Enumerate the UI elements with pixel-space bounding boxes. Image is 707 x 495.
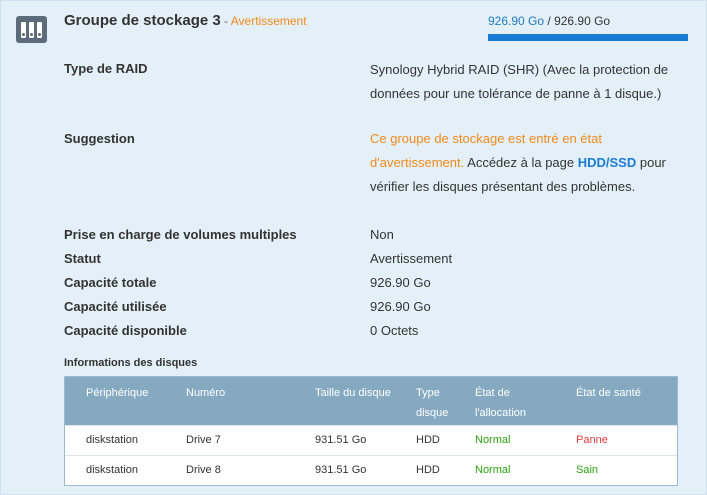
cell-type: HDD — [416, 464, 440, 476]
column-header-type[interactable]: Type disque — [416, 387, 449, 419]
disk-table-header — [65, 377, 677, 425]
detail-value: Synology Hybrid RAID (SHR) (Avec la protection de données pour une tolérance de panne à 1 disque.) — [370, 62, 669, 101]
disk-table — [64, 376, 678, 486]
cell-health: Sain — [576, 464, 599, 476]
column-header-health[interactable]: État de santé — [576, 387, 641, 399]
detail-label: Capacité disponible — [64, 323, 187, 338]
pool-name: Groupe de stockage 3 — [64, 12, 221, 29]
detail-label: Type de RAID — [64, 61, 148, 76]
suggestion-warning-text: Ce groupe de stockage est entré en état d'avertissement. — [370, 131, 602, 170]
column-header-device[interactable]: Périphérique — [86, 387, 149, 399]
cell-device: diskstation — [86, 434, 138, 446]
pool-status-warning: Avertissement — [230, 14, 307, 28]
cell-size: 931.51 Go — [315, 434, 367, 446]
column-header-allocation[interactable]: État de l'allocation — [475, 387, 527, 419]
detail-value: 926.90 Go — [370, 299, 431, 314]
cell-device: diskstation — [86, 464, 138, 476]
suggestion-value — [370, 127, 685, 199]
cell-number: Drive 7 — [186, 434, 221, 446]
detail-label: Capacité totale — [64, 275, 157, 290]
detail-label: Statut — [64, 251, 101, 266]
table-row[interactable] — [65, 425, 677, 455]
suggestion-text: Accédez à la page — [464, 155, 578, 170]
cell-allocation: Normal — [475, 464, 511, 476]
status-value: Avertissement — [370, 251, 453, 266]
column-header-size[interactable]: Taille du disque — [315, 387, 391, 399]
suggestion-text-end: pour vérifier les disques présentant des problèmes. — [370, 155, 666, 194]
detail-label: Prise en charge de volumes multiples — [64, 227, 297, 242]
table-row[interactable] — [65, 455, 677, 485]
detail-label: Suggestion — [64, 131, 135, 146]
pool-title — [64, 12, 307, 29]
usage-readout — [488, 14, 610, 28]
usage-separator: / — [544, 14, 555, 28]
title-separator: - — [220, 14, 231, 28]
cell-allocation: Normal — [475, 434, 511, 446]
usage-total: 926.90 Go — [554, 14, 611, 28]
hdd-ssd-link[interactable]: HDD/SSD — [577, 155, 637, 170]
usage-progress-fill — [488, 34, 688, 41]
detail-value: 0 Octets — [370, 323, 419, 338]
column-header-number[interactable]: Numéro — [186, 387, 226, 399]
disks-section-title: Informations des disques — [64, 357, 198, 369]
usage-progress-bar — [488, 34, 688, 41]
storage-pool-icon — [16, 16, 47, 43]
cell-number: Drive 8 — [186, 464, 221, 476]
detail-value: Non — [370, 227, 394, 242]
cell-health: Panne — [576, 434, 608, 446]
detail-label: Capacité utilisée — [64, 299, 167, 314]
detail-value: 926.90 Go — [370, 275, 431, 290]
cell-size: 931.51 Go — [315, 464, 367, 476]
usage-used: 926.90 Go — [488, 14, 545, 28]
cell-type: HDD — [416, 434, 440, 446]
